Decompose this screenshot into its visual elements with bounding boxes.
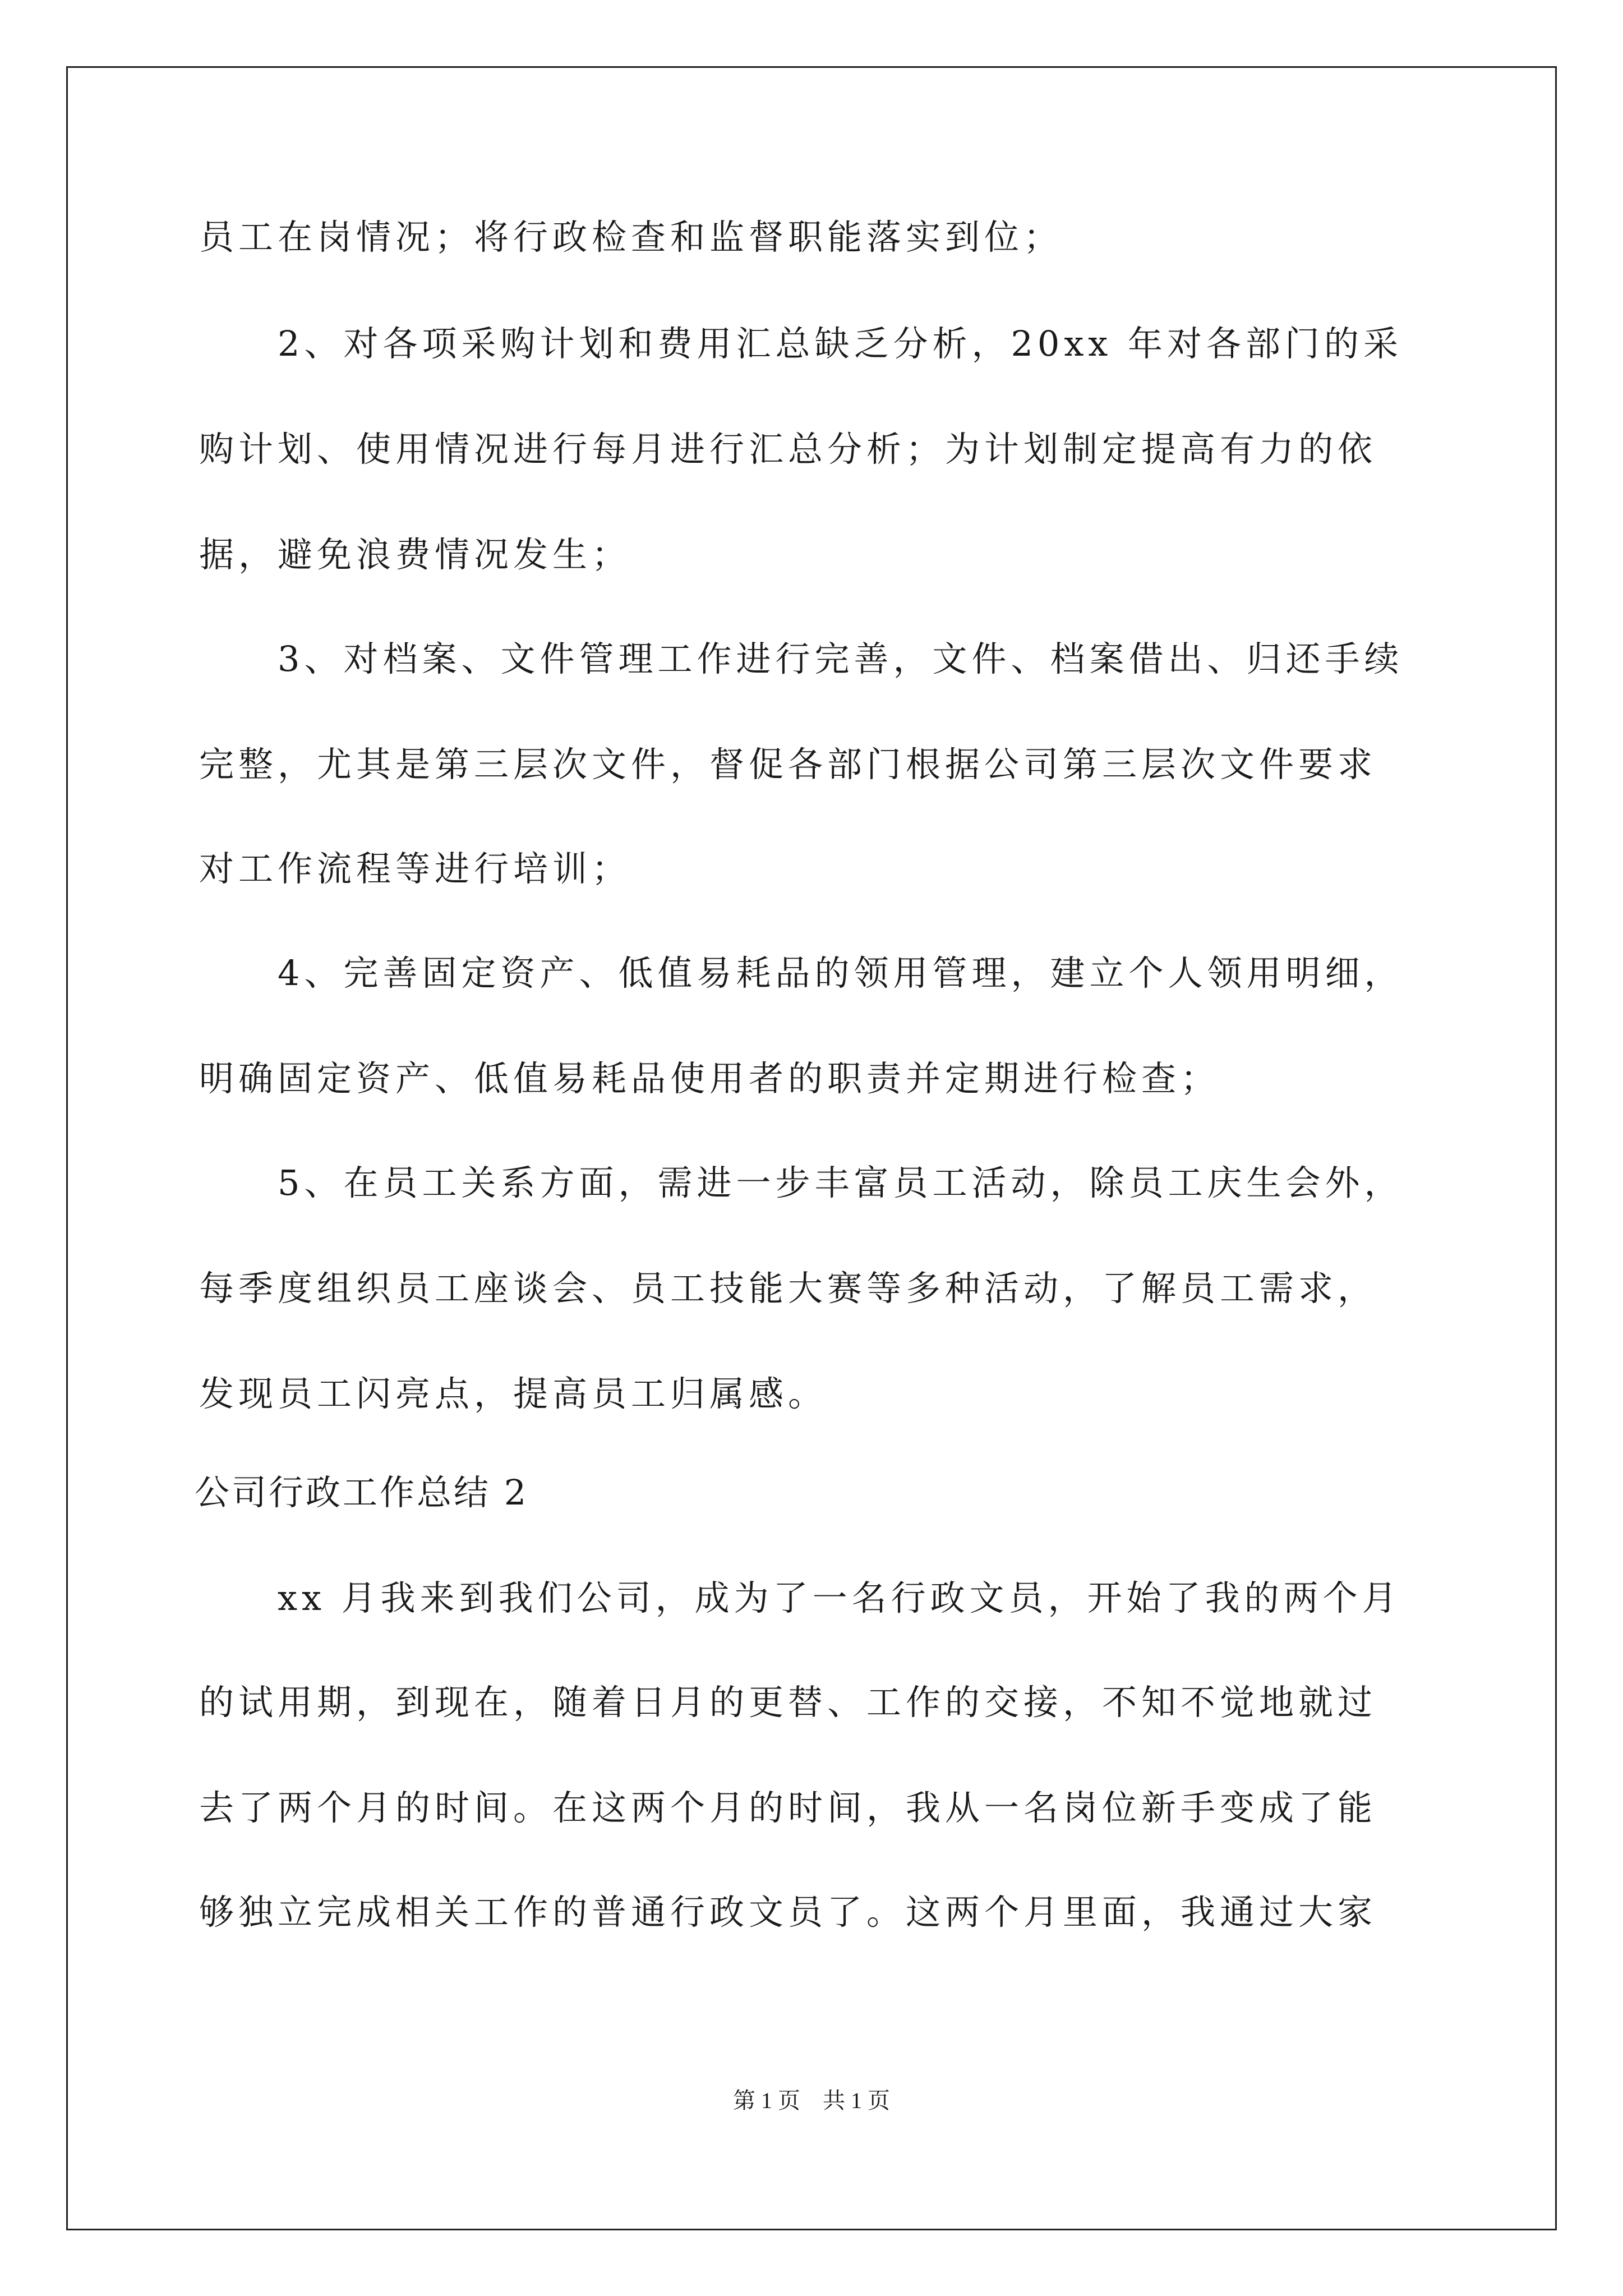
paragraph-line: 每季度组织员工座谈会、员工技能大赛等多种活动，了解员工需求， bbox=[199, 1268, 1377, 1309]
paragraph-line: 发现员工闪亮点，提高员工归属感。 bbox=[199, 1373, 828, 1414]
paragraph-line: 对工作流程等进行培训； bbox=[199, 848, 631, 889]
paragraph-line: 员工在岗情况；将行政检查和监督职能落实到位； bbox=[199, 217, 1063, 257]
paragraph-line: 据，避免浪费情况发生； bbox=[199, 534, 631, 575]
paragraph-line: 购计划、使用情况进行每月进行汇总分析；为计划制定提高有力的依 bbox=[199, 429, 1377, 470]
paragraph-line: 2、对各项采购计划和费用汇总缺乏分析，20xx 年对各部门的采 bbox=[278, 323, 1403, 364]
paragraph-line: 完整，尤其是第三层次文件，督促各部门根据公司第三层次文件要求 bbox=[199, 744, 1377, 785]
paragraph-line: 去了两个月的时间。在这两个月的时间，我从一名岗位新手变成了能 bbox=[199, 1787, 1377, 1828]
paragraph-line: 3、对档案、文件管理工作进行完善，文件、档案借出、归还手续 bbox=[278, 638, 1404, 679]
paragraph-line: 的试用期，到现在，随着日月的更替、工作的交接，不知不觉地就过 bbox=[199, 1682, 1377, 1723]
paragraph-line: 5、在员工关系方面，需进一步丰富员工活动，除员工庆生会外， bbox=[278, 1162, 1404, 1203]
paragraph-line: 明确固定资产、低值易耗品使用者的职责并定期进行检查； bbox=[199, 1058, 1220, 1099]
paragraph-line: 够独立完成相关工作的普通行政文员了。这两个月里面，我通过大家 bbox=[199, 1892, 1377, 1932]
paragraph-line: 4、完善固定资产、低值易耗品的领用管理，建立个人领用明细， bbox=[278, 953, 1404, 993]
section-heading: 公司行政工作总结 2 bbox=[195, 1472, 529, 1513]
paragraph-line: xx 月我来到我们公司，成为了一名行政文员，开始了我的两个月 bbox=[278, 1577, 1401, 1618]
page-footer: 第 1 页 共 1 页 bbox=[733, 2088, 890, 2113]
